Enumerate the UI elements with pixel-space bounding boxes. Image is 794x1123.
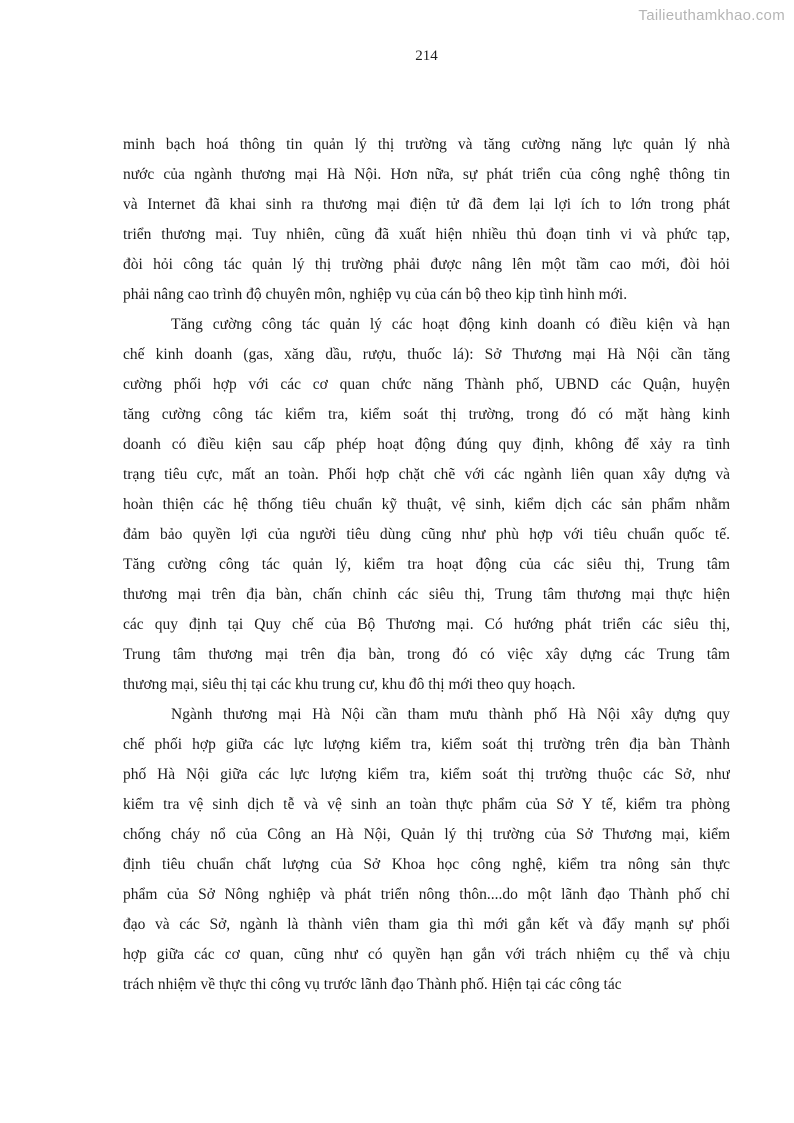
paragraph-line: tăng cường công tác kiểm tra, kiểm soát thị trường, trong đó có mặt hàng kinh bbox=[123, 406, 730, 423]
paragraph-line: và Internet đã khai sinh ra thương mại điện tử đã đem lại lợi ích to lớn trong phát bbox=[123, 196, 730, 213]
paragraph-line: nước của ngành thương mại Hà Nội. Hơn nữa, sự phát triển của công nghệ thông tin bbox=[123, 166, 730, 183]
paragraph-line: Ngành thương mại Hà Nội cần tham mưu thành phố Hà Nội xây dựng quy bbox=[171, 706, 730, 723]
paragraph-line: phẩm của Sở Nông nghiệp và phát triển nông thôn....do một lãnh đạo Thành phố chỉ bbox=[123, 886, 730, 903]
paragraph-line: Trung tâm thương mại trên địa bàn, trong đó có việc xây dựng các Trung tâm bbox=[123, 646, 730, 663]
paragraph-line: hoàn thiện các hệ thống tiêu chuẩn kỹ thuật, vệ sinh, kiểm dịch các sản phẩm nhằm bbox=[123, 496, 730, 513]
paragraph-line: cường phối hợp với các cơ quan chức năng Thành phố, UBND các Quận, huyện bbox=[123, 376, 730, 393]
paragraph-line: thương mại, siêu thị tại các khu trung cư, khu đô thị mới theo quy hoạch. bbox=[123, 676, 576, 693]
paragraph-line: Tăng cường công tác quản lý, kiểm tra hoạt động của các siêu thị, Trung tâm bbox=[123, 556, 730, 573]
paragraph bbox=[123, 700, 730, 1000]
paragraph-line: phố Hà Nội giữa các lực lượng kiểm tra, kiểm soát thị trường thuộc các Sở, như bbox=[123, 766, 730, 783]
paragraph-line: trách nhiệm về thực thi công vụ trước lãnh đạo Thành phố. Hiện tại các công tác bbox=[123, 976, 622, 993]
paragraph-line: chế kinh doanh (gas, xăng dầu, rượu, thuốc lá): Sở Thương mại Hà Nội cần tăng bbox=[123, 346, 730, 363]
paragraph-line: đảm bảo quyền lợi của người tiêu dùng cũng như phù hợp với tiêu chuẩn quốc tế. bbox=[123, 526, 730, 543]
page-number: 214 bbox=[415, 48, 438, 64]
paragraph-line: phải nâng cao trình độ chuyên môn, nghiệp vụ của cán bộ theo kịp tình hình mới. bbox=[123, 286, 628, 303]
paragraph-line: định tiêu chuẩn chất lượng của Sở Khoa học công nghệ, kiểm tra nông sản thực bbox=[123, 856, 730, 873]
paragraph-line: các quy định tại Quy chế của Bộ Thương mại. Có hướng phát triển các siêu thị, bbox=[123, 616, 730, 633]
text-body bbox=[123, 130, 730, 1000]
paragraph-line: minh bạch hoá thông tin quản lý thị trường và tăng cường năng lực quản lý nhà bbox=[123, 136, 730, 153]
paragraph-line: đòi hỏi công tác quản lý thị trường phải được nâng lên một tầm cao mới, đòi hỏi bbox=[123, 256, 730, 273]
paragraph bbox=[123, 130, 730, 310]
paragraph bbox=[123, 310, 730, 700]
paragraph-line: doanh có điều kiện sau cấp phép hoạt động đúng quy định, không để xảy ra tình bbox=[123, 436, 730, 453]
watermark: Tailieuthamkhao.com bbox=[638, 7, 785, 24]
paragraph-line: hợp giữa các cơ quan, cũng như có quyền hạn gắn với trách nhiệm cụ thể và chịu bbox=[123, 946, 730, 963]
paragraph-line: thương mại trên địa bàn, chấn chỉnh các siêu thị, Trung tâm thương mại thực hiện bbox=[123, 586, 730, 603]
paragraph-line: kiểm tra vệ sinh dịch tễ và vệ sinh an toàn thực phẩm của Sở Y tế, kiểm tra phòng bbox=[123, 796, 730, 813]
paragraph-line: đạo và các Sở, ngành là thành viên tham gia thì mới gắn kết và đẩy mạnh sự phối bbox=[123, 916, 730, 933]
paragraph-line: trạng tiêu cực, mất an toàn. Phối hợp chặt chẽ với các ngành liên quan xây dựng và bbox=[123, 466, 730, 483]
paragraph-line: Tăng cường công tác quản lý các hoạt động kinh doanh có điều kiện và hạn bbox=[171, 316, 730, 333]
paragraph-line: chế phối hợp giữa các lực lượng kiểm tra, kiểm soát thị trường trên địa bàn Thành bbox=[123, 736, 730, 753]
paragraph-line: triển thương mại. Tuy nhiên, cũng đã xuất hiện nhiều thủ đoạn tinh vi và phức tạp, bbox=[123, 226, 730, 243]
paragraph-line: chống cháy nổ của Công an Hà Nội, Quản lý thị trường của Sở Thương mại, kiểm bbox=[123, 826, 730, 843]
